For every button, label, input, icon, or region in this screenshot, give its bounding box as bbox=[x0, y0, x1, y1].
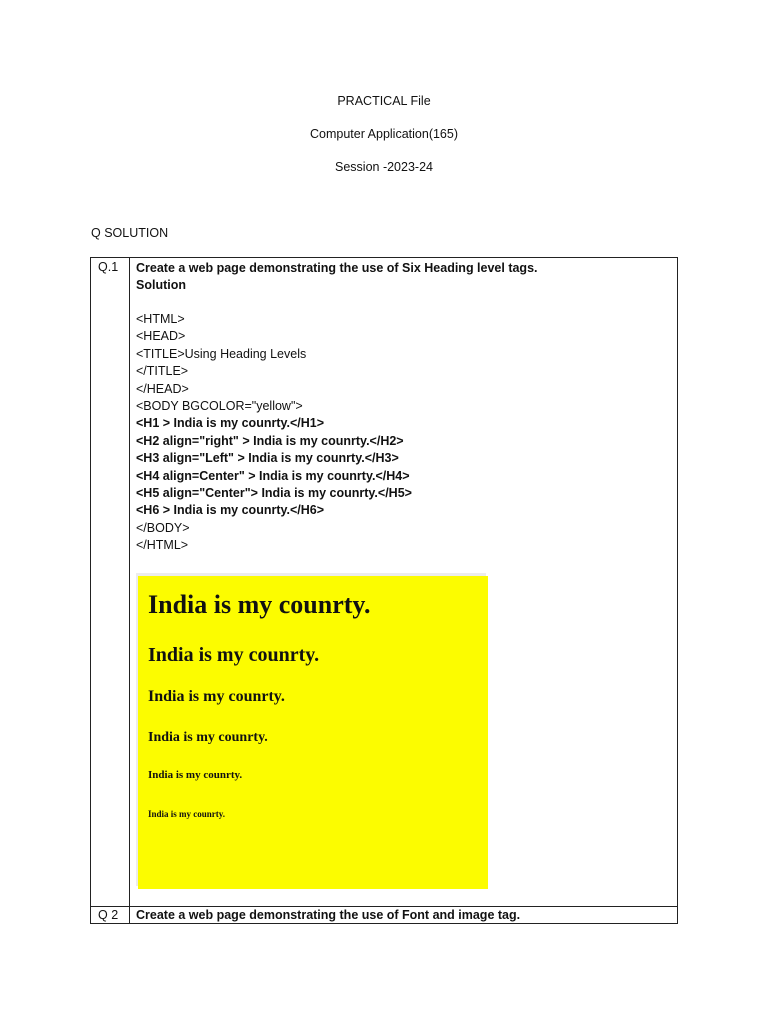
code-line: </BODY> bbox=[136, 520, 190, 535]
session-line: Session -2023-24 bbox=[335, 160, 433, 174]
code-line: <HEAD> bbox=[136, 329, 186, 344]
question-number-cell bbox=[91, 258, 130, 907]
question-title: Create a web page demonstrating the use of Six Heading level tags. bbox=[136, 261, 538, 275]
question-title: Create a web page demonstrating the use of Font and image tag. bbox=[136, 908, 521, 922]
question-row-1 bbox=[91, 258, 678, 907]
code-line: <H2 align="right" > India is my counrty.</H2> bbox=[136, 433, 404, 448]
code-line: <H4 align=Center" > India is my counrty.</H4> bbox=[136, 468, 410, 483]
code-line: <TITLE>Using Heading Levels bbox=[136, 346, 307, 361]
question-number: Q.1 bbox=[98, 260, 119, 274]
solution-label: Solution bbox=[136, 278, 186, 292]
preview-heading-3: India is my counrty. bbox=[148, 688, 285, 705]
code-line: <H5 align="Center"> India is my counrty.</H5> bbox=[136, 486, 412, 501]
code-line: </TITLE> bbox=[136, 364, 189, 379]
question-number-cell bbox=[91, 907, 130, 924]
preview-heading-6: India is my counrty. bbox=[148, 809, 226, 819]
code-line: </HEAD> bbox=[136, 381, 189, 396]
code-line: <H3 align="Left" > India is my counrty.</H3> bbox=[136, 451, 399, 466]
code-line: <H1 > India is my counrty.</H1> bbox=[136, 416, 325, 431]
code-line: </HTML> bbox=[136, 538, 189, 553]
section-label: Q SOLUTION bbox=[91, 226, 169, 240]
code-line: <H6 > India is my counrty.</H6> bbox=[136, 503, 325, 518]
preview-heading-5: India is my counrty. bbox=[148, 769, 243, 781]
question-body-cell bbox=[130, 907, 678, 924]
question-number: Q 2 bbox=[98, 908, 119, 922]
preview-heading-1: India is my counrty. bbox=[148, 590, 371, 619]
question-row-2 bbox=[91, 907, 678, 924]
code-line: <HTML> bbox=[136, 312, 185, 326]
output-preview bbox=[138, 576, 488, 889]
question-table bbox=[90, 257, 678, 924]
preview-heading-4: India is my counrty. bbox=[148, 730, 268, 745]
subject-line: Computer Application(165) bbox=[310, 127, 458, 141]
code-line: <BODY BGCOLOR="yellow"> bbox=[136, 399, 303, 414]
document-title: PRACTICAL File bbox=[337, 94, 431, 108]
preview-heading-2: India is my counrty. bbox=[148, 644, 320, 666]
question-body-cell bbox=[130, 258, 678, 907]
code-listing bbox=[136, 311, 412, 555]
